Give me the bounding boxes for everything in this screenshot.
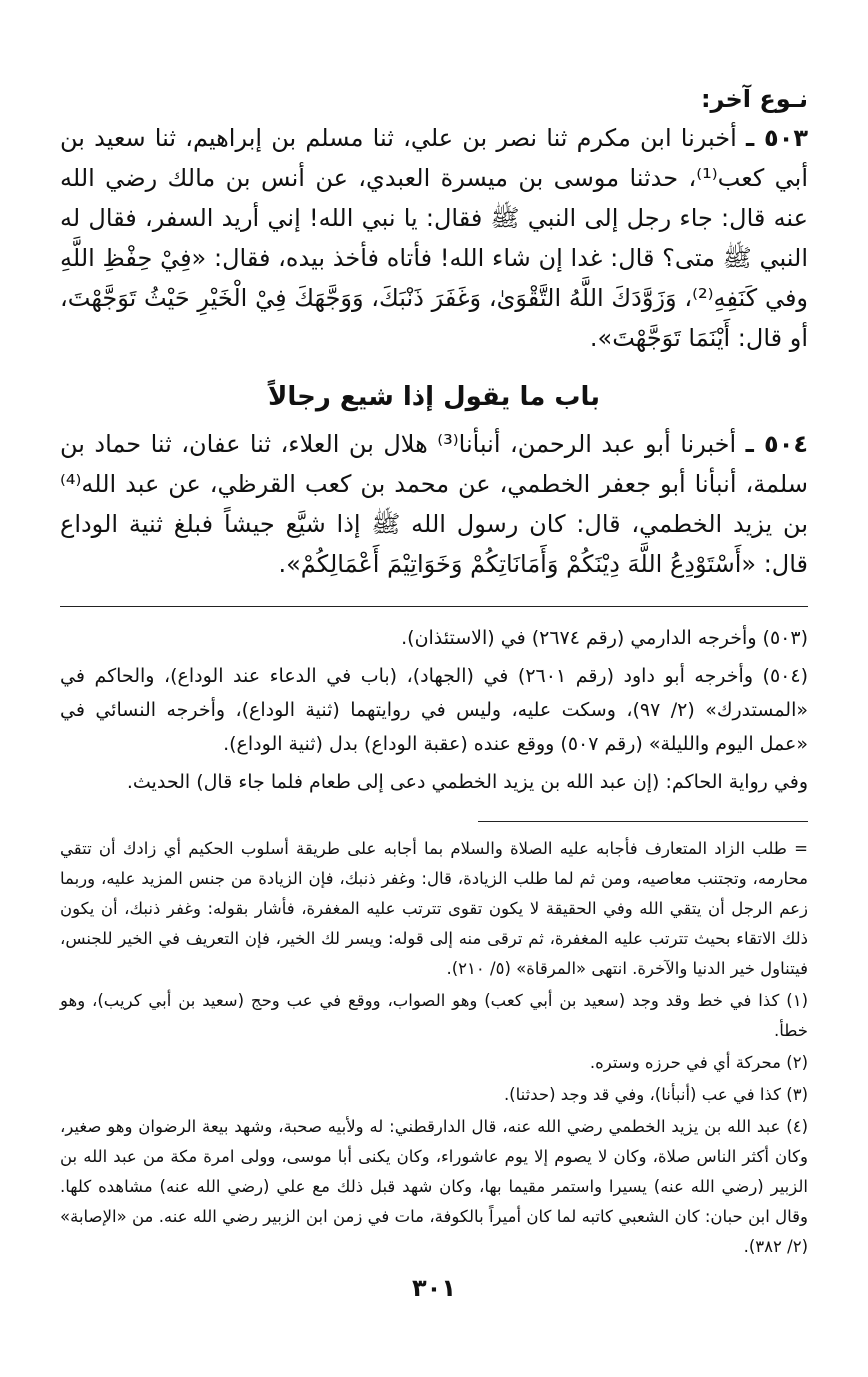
takhrij-503: (٥٠٣) وأخرجه الدارمي (رقم ٢٦٧٤) في (الاستئذان). [401, 627, 808, 649]
hadith-number: ٥٠٤ ـ [745, 430, 808, 458]
footnote-continuation: = طلب الزاد المتعارف فأجابه عليه الصلاة والسلام بما أجابه على طريقة أسلوب الحكيم أي زادك أن تتقي محارمه، وتجتنب معاصيه، ومن ثم لما طلب الزيادة، قال: وغفر ذنبك، فإن الزيادة من جنس المزيد عليه، وربما زعم الرجل أن يتقي الله وفي الحقيقة لا يكون تقوى تترتب عليه المغفرة، فأشار بقوله: وغفر ذنبك، أن يكون ذلك الاتقاء بحيث تترتب عليه المغفرة، ثم ترقى منه إلى قوله: ويسر لك الخير، فإن التعريف في الخير للجنس، فيتناول خير الدنيا والآخرة. انتهى «المرقاة» (٥/ ٢١٠). [60, 839, 808, 978]
section-title: نـوع آخر: [700, 85, 808, 113]
footnotes-section [60, 834, 808, 1262]
footnote-3: (٣) كذا في عب (أنبأنا)، وفي قد وجد (حدثنا). [503, 1085, 808, 1104]
takhrij-504: (٥٠٤) وأخرجه أبو داود (رقم ٢٦٠١) في (الجهاد)، (باب في الدعاء عند الوداع)، والحاكم في «المستدرك» (٢/ ٩٧)، وسكت عليه، وليس في روايتهما (ثنية الوداع)، وأخرجه النسائي في «عمل اليوم والليلة» (رقم ٥٠٧) ووقع عنده (عقبة الوداع) بدل (ثنية الوداع). [60, 665, 808, 755]
footnote-1: (١) كذا في خط وقد وجد (سعيد بن أبي كعب) وهو الصواب، ووقع في عب وحج (سعيد بن أبي كريب)، وهو خطأ. [60, 991, 808, 1040]
main-divider [60, 606, 808, 607]
footnote-4: (٤) عبد الله بن يزيد الخطمي رضي الله عنه، قال الدارقطني: له ولأبيه صحبة، وشهد بيعة الرضوان وهو صغير، وكان أكثر الناس صلاة، وكان لا يصوم إلا يوم عاشوراء، وكان يكنى أبا موسى، وولى امرة مكة من عبد الله بن الزبير (رضي الله عنه) يسيرا واستمر مقيما بها، وكان شهد قبل ذلك مع علي (رضي الله عنه) مشاهده كلها. وقال ابن حبان: كان الشعبي كاتبه لما كان أميراً بالكوفة، مات في زمن ابن الزبير رضي الله عنه. من «الإصابة» (٢/ ٣٨٢). [60, 1117, 808, 1256]
hadith-503 [60, 118, 808, 358]
hadith-text: أخبرنا أبو عبد الرحمن، أنبأنا⁽³⁾ هلال بن العلاء، ثنا عفان، ثنا حماد بن سلمة، أنبأنا أبو جعفر الخطمي، عن محمد بن كعب القرظي، عن عبد الله⁽⁴⁾ بن يزيد الخطمي، قال: كان رسول الله ﷺ إذا شيَّع جيشاً فبلغ ثنية الوداع قال: «أَسْتَوْدِعُ اللَّهَ دِيْنَكُمْ وَأَمَانَاتِكُمْ وَخَوَاتِيْمَ أَعْمَالِكُمْ». [60, 430, 808, 578]
takhrij-hakim: وفي رواية الحاكم: (إن عبد الله بن يزيد الخطمي دعى إلى طعام فلما جاء قال) الحديث. [126, 771, 808, 793]
page-number: ٣٠١ [412, 1274, 456, 1302]
hadith-text: أخبرنا ابن مكرم ثنا نصر بن علي، ثنا مسلم بن إبراهيم، ثنا سعيد بن أبي كعب⁽¹⁾، حدثنا موسى بن ميسرة العبدي، عن أنس بن مالك رضي الله عنه قال: جاء رجل إلى النبي ﷺ فقال: يا نبي الله! إني أريد السفر، فقال له النبي ﷺ متى؟ قال: غدا إن شاء الله! فأتاه فأخذ بيده، فقال: «فِيْ حِفْظِ اللَّهِ وفي كَنَفِهِ⁽²⁾، وَزَوَّدَكَ اللَّهُ التَّقْوَىٰ، وَغَفَرَ ذَنْبَكَ، وَوَجَّهَكَ فِيْ الْخَيْرِ حَيْثُ تَوَجَّهْتَ، أو قال: أَيْنَمَا تَوَجَّهْتَ». [60, 124, 809, 352]
footnote-divider [478, 821, 808, 822]
hadith-number: ٥٠٣ ـ [745, 124, 808, 152]
hadith-504 [60, 424, 808, 584]
footnote-2: (٢) محركة أي في حرزه وستره. [589, 1053, 808, 1072]
book-page [60, 82, 808, 1377]
takhrij-section [60, 621, 808, 799]
chapter-heading: باب ما يقول إذا شيع رجالاً [267, 382, 601, 412]
